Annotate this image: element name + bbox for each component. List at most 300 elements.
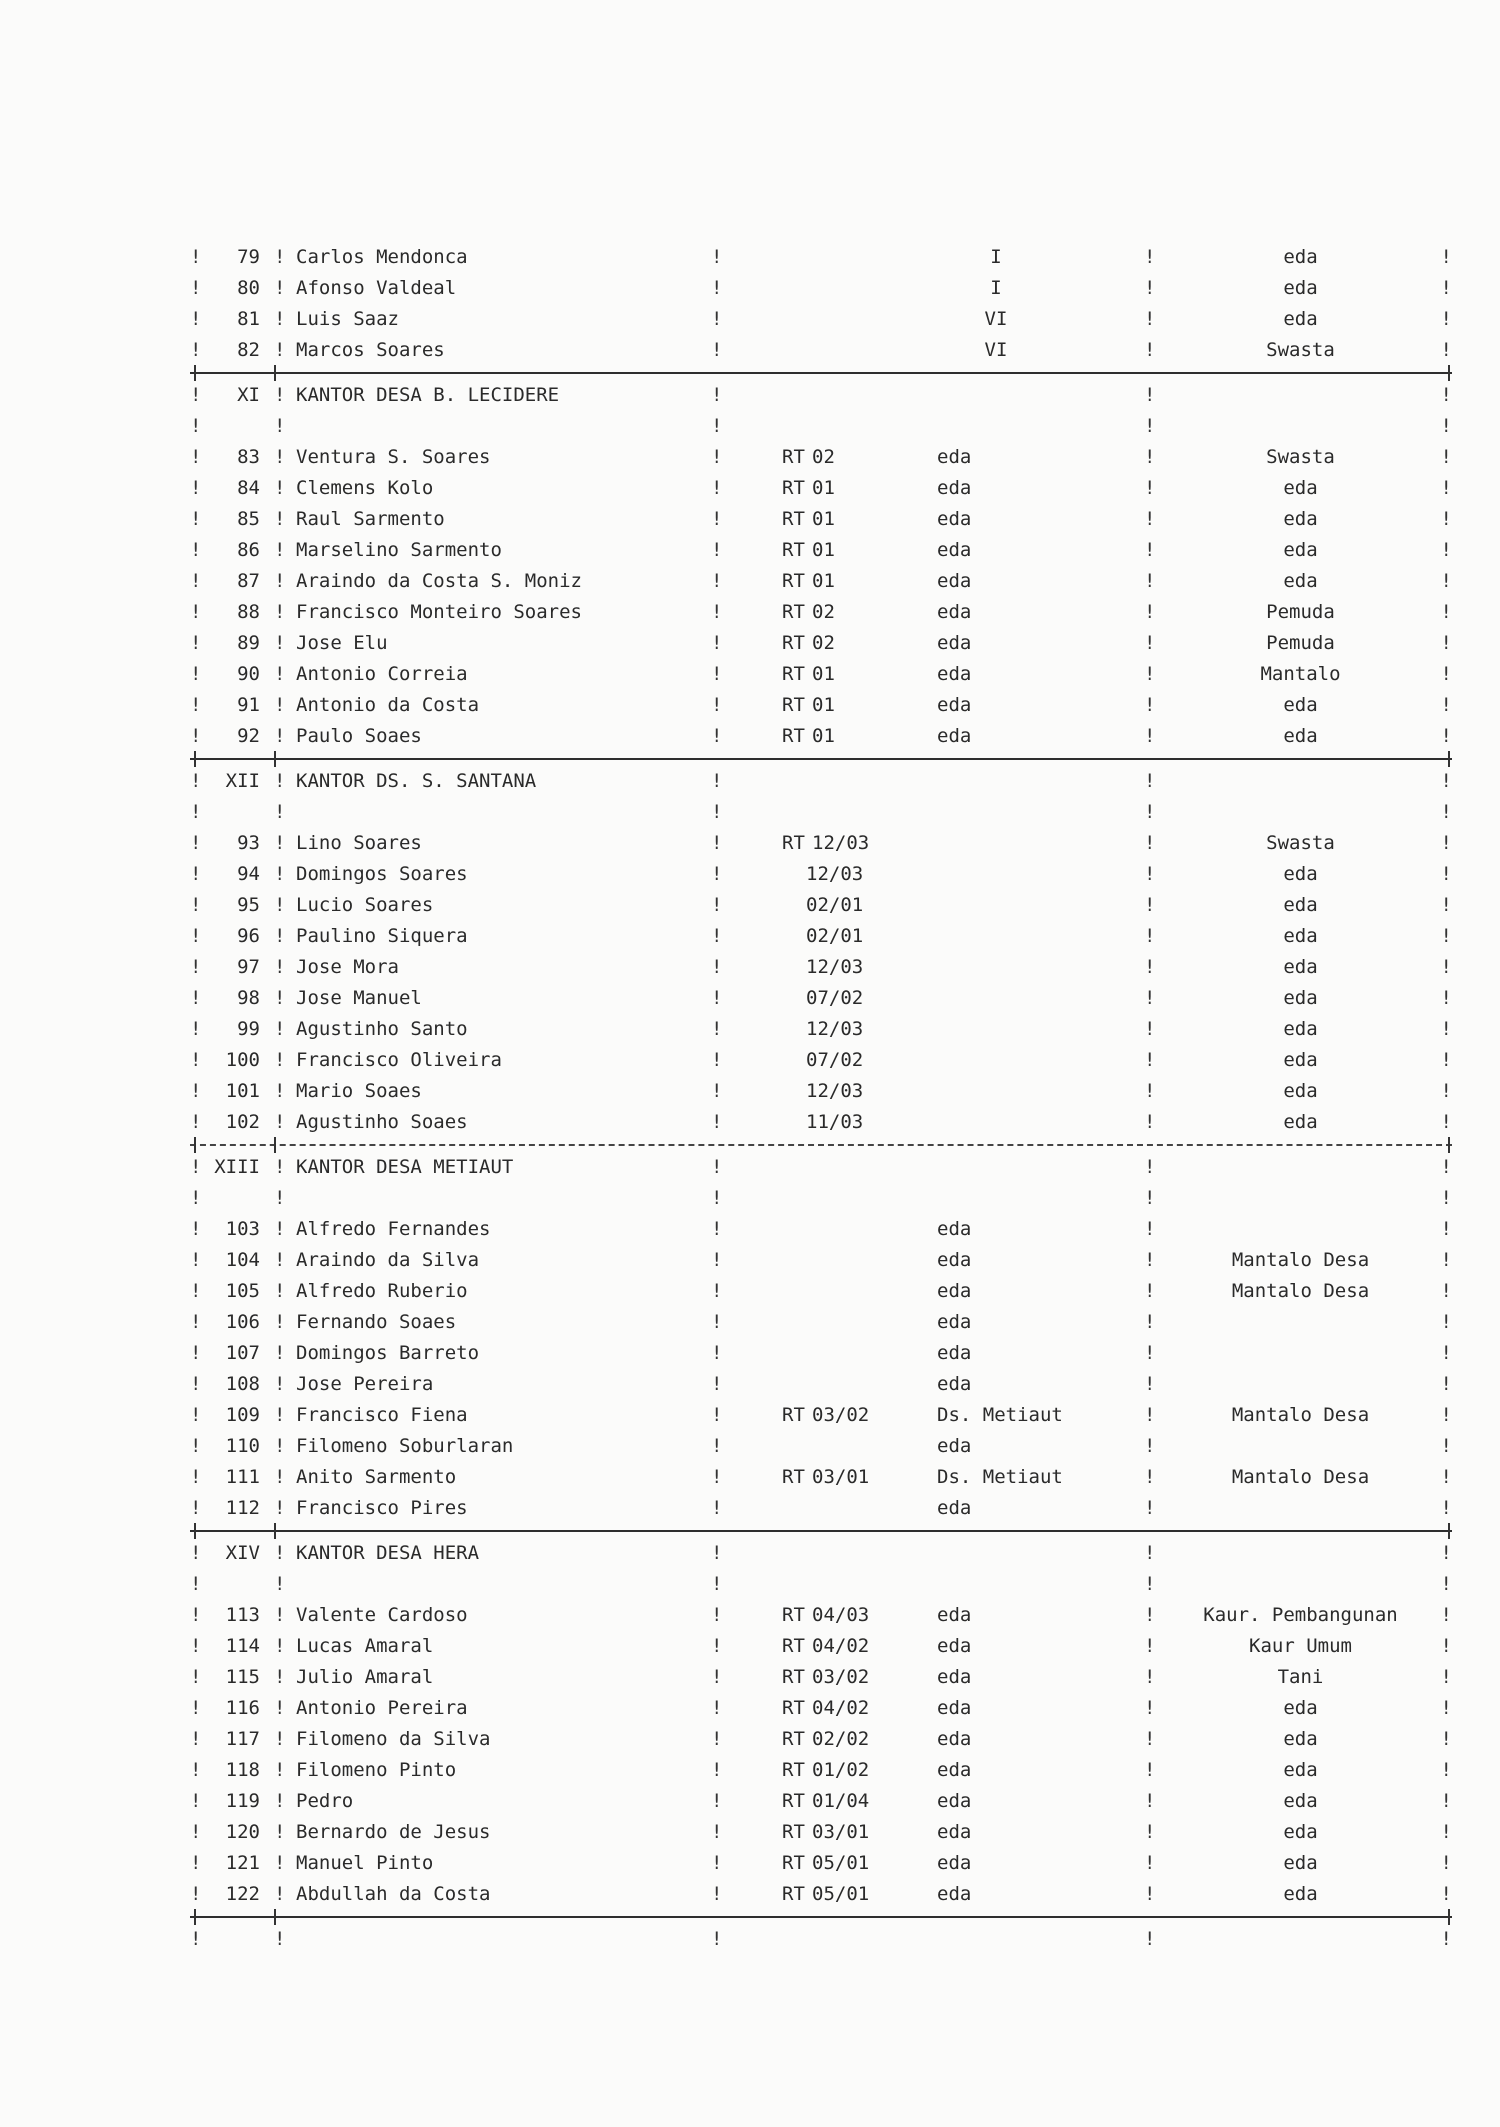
occupation: eda	[1283, 277, 1318, 299]
rt-number: 02	[812, 446, 835, 468]
column-separator: !	[274, 694, 286, 716]
section-title: KANTOR DS. S. SANTANA	[296, 770, 537, 792]
occupation: eda	[1283, 308, 1318, 330]
column-separator: !	[1440, 1604, 1452, 1626]
column-separator: !	[1440, 1249, 1452, 1271]
section-number: XIV	[225, 1542, 260, 1564]
member-name: Francisco Fiena	[296, 1404, 468, 1426]
column-separator: !	[1440, 863, 1452, 885]
column-separator: !	[1440, 1573, 1452, 1595]
member-name: Carlos Mendonca	[296, 246, 468, 268]
rt-number: 01	[812, 570, 835, 592]
rt-number: 03/01	[812, 1466, 870, 1488]
table-row	[190, 1724, 1452, 1755]
member-name: Antonio da Costa	[296, 694, 480, 716]
column-separator: !	[274, 925, 286, 947]
address-note: eda	[937, 1342, 972, 1364]
member-name: Raul Sarmento	[296, 508, 445, 530]
column-separator: !	[1144, 1852, 1156, 1874]
row-number: 105	[225, 1280, 260, 1302]
address-note: eda	[937, 508, 972, 530]
column-separator: !	[274, 1497, 286, 1519]
column-separator: !	[1440, 1156, 1452, 1178]
column-separator: !	[274, 894, 286, 916]
column-separator: !	[1440, 832, 1452, 854]
table-row	[190, 1693, 1452, 1724]
column-separator: !	[711, 570, 723, 592]
occupation: Tani	[1277, 1666, 1324, 1688]
divider-tick	[274, 365, 276, 381]
column-separator: !	[190, 384, 202, 406]
column-separator: !	[1144, 446, 1156, 468]
column-separator: !	[190, 477, 202, 499]
row-number: 122	[225, 1883, 260, 1905]
column-separator: !	[274, 863, 286, 885]
column-separator: !	[1440, 384, 1452, 406]
column-separator: !	[274, 1821, 286, 1843]
row-number: 104	[225, 1249, 260, 1271]
member-name: Jose Elu	[296, 632, 388, 654]
column-separator: !	[190, 1573, 202, 1595]
column-separator: !	[711, 1883, 723, 1905]
column-separator: !	[274, 1635, 286, 1657]
column-separator: !	[1440, 1404, 1452, 1426]
column-separator: !	[274, 1187, 286, 1209]
table-row	[190, 952, 1452, 983]
column-separator: !	[190, 1404, 202, 1426]
column-separator: !	[1144, 1342, 1156, 1364]
occupation: eda	[1283, 1049, 1318, 1071]
column-separator: !	[711, 477, 723, 499]
occupation: eda	[1283, 1852, 1318, 1874]
row-number: 89	[237, 632, 260, 654]
column-separator: !	[274, 1759, 286, 1781]
occupation: Swasta	[1266, 339, 1335, 361]
column-separator: !	[711, 277, 723, 299]
column-separator: !	[1440, 1728, 1452, 1750]
member-name: Mario Soaes	[296, 1080, 422, 1102]
member-name: Francisco Pires	[296, 1497, 468, 1519]
column-separator: !	[274, 725, 286, 747]
row-number: 95	[237, 894, 260, 916]
column-separator: !	[190, 1218, 202, 1240]
column-separator: !	[190, 894, 202, 916]
table-row	[190, 628, 1452, 659]
address-note: Ds. Metiaut	[937, 1466, 1063, 1488]
column-separator: !	[274, 1697, 286, 1719]
occupation: eda	[1283, 725, 1318, 747]
row-number: 102	[225, 1111, 260, 1133]
row-number: 121	[225, 1852, 260, 1874]
column-separator: !	[1440, 725, 1452, 747]
ledger-page	[190, 242, 1452, 1955]
column-separator: !	[190, 446, 202, 468]
column-separator: !	[190, 632, 202, 654]
member-name: Filomeno Pinto	[296, 1759, 457, 1781]
column-separator: !	[1144, 508, 1156, 530]
column-separator: !	[1440, 1466, 1452, 1488]
column-separator: !	[711, 1697, 723, 1719]
member-name: Alfredo Fernandes	[296, 1218, 491, 1240]
occupation: eda	[1283, 925, 1318, 947]
rt-label: RT	[782, 446, 805, 468]
column-separator: !	[1440, 1111, 1452, 1133]
address-note: eda	[937, 694, 972, 716]
column-separator: !	[1144, 1404, 1156, 1426]
column-separator: !	[1440, 1018, 1452, 1040]
rt-label: RT	[782, 694, 805, 716]
member-name: Ventura S. Soares	[296, 446, 491, 468]
address-note: eda	[937, 1666, 972, 1688]
table-row	[190, 859, 1452, 890]
divider-tick	[274, 1909, 276, 1925]
column-separator: !	[1440, 1542, 1452, 1564]
row-number: 115	[225, 1666, 260, 1688]
column-separator: !	[1144, 1466, 1156, 1488]
section-xiii	[190, 1152, 1452, 1524]
column-separator: !	[1144, 1435, 1156, 1457]
column-separator: !	[1144, 1111, 1156, 1133]
section-number: XI	[237, 384, 260, 406]
rt-number: 01/04	[812, 1790, 870, 1812]
rt-label: RT	[782, 832, 805, 854]
member-name: Antonio Correia	[296, 663, 468, 685]
address-note: eda	[937, 1218, 972, 1240]
row-number: 120	[225, 1821, 260, 1843]
row-number: 108	[225, 1373, 260, 1395]
column-separator: !	[190, 1883, 202, 1905]
column-separator: !	[274, 1404, 286, 1426]
row-number: 87	[237, 570, 260, 592]
table-row	[190, 273, 1452, 304]
column-separator: !	[1440, 1666, 1452, 1688]
table-row	[190, 1662, 1452, 1693]
column-separator: !	[1440, 801, 1452, 823]
column-separator: !	[1144, 570, 1156, 592]
row-number: 86	[237, 539, 260, 561]
blank-row	[190, 411, 1452, 442]
column-separator: !	[711, 384, 723, 406]
column-separator: !	[1440, 1187, 1452, 1209]
column-separator: !	[1440, 601, 1452, 623]
column-separator: !	[711, 539, 723, 561]
column-separator: !	[190, 1542, 202, 1564]
column-separator: !	[274, 1342, 286, 1364]
column-separator: !	[1144, 987, 1156, 1009]
column-separator: !	[190, 1728, 202, 1750]
column-separator: !	[190, 663, 202, 685]
column-separator: !	[190, 539, 202, 561]
member-name: Manuel Pinto	[296, 1852, 434, 1874]
column-separator: !	[274, 1573, 286, 1595]
column-separator: !	[1440, 1697, 1452, 1719]
column-separator: !	[711, 1080, 723, 1102]
column-separator: !	[711, 1311, 723, 1333]
column-separator: !	[711, 1342, 723, 1364]
column-separator: !	[1440, 632, 1452, 654]
section-divider	[190, 1144, 1452, 1146]
occupation: Kaur Umum	[1249, 1635, 1352, 1657]
column-separator: !	[274, 1111, 286, 1133]
column-separator: !	[711, 801, 723, 823]
occupation: Swasta	[1266, 446, 1335, 468]
column-separator: !	[1440, 1759, 1452, 1781]
column-separator: !	[711, 1466, 723, 1488]
column-separator: !	[711, 1435, 723, 1457]
row-number: 97	[237, 956, 260, 978]
row-number: 111	[225, 1466, 260, 1488]
column-separator: !	[1440, 925, 1452, 947]
divider-tick	[274, 1523, 276, 1539]
table-row	[190, 690, 1452, 721]
rt-number: 07/02	[806, 1049, 864, 1071]
column-separator: !	[190, 1156, 202, 1178]
address-note: eda	[937, 1852, 972, 1874]
rt-number: 12/03	[806, 1080, 864, 1102]
rt-number: 04/03	[812, 1604, 870, 1626]
column-separator: !	[1144, 725, 1156, 747]
column-separator: !	[190, 1111, 202, 1133]
column-separator: !	[190, 508, 202, 530]
column-separator: !	[274, 1156, 286, 1178]
column-separator: !	[1144, 1249, 1156, 1271]
table-row	[190, 828, 1452, 859]
row-number: 110	[225, 1435, 260, 1457]
address-note: eda	[937, 1497, 972, 1519]
column-separator: !	[1144, 1821, 1156, 1843]
column-separator: !	[274, 1249, 286, 1271]
column-separator: !	[1144, 1497, 1156, 1519]
column-separator: !	[274, 1311, 286, 1333]
column-separator: !	[274, 1218, 286, 1240]
member-name: Agustinho Santo	[296, 1018, 468, 1040]
column-separator: !	[1144, 1883, 1156, 1905]
occupation: eda	[1283, 539, 1318, 561]
table-row	[190, 1879, 1452, 1910]
column-separator: !	[190, 725, 202, 747]
row-number: 119	[225, 1790, 260, 1812]
table-row	[190, 1493, 1452, 1524]
rt-number: 07/02	[806, 987, 864, 1009]
roman-code: I	[990, 246, 1002, 268]
column-separator: !	[1440, 1635, 1452, 1657]
column-separator: !	[1440, 308, 1452, 330]
table-row	[190, 335, 1452, 366]
rt-number: 12/03	[806, 863, 864, 885]
member-name: Marselino Sarmento	[296, 539, 502, 561]
column-separator: !	[711, 863, 723, 885]
row-number: 100	[225, 1049, 260, 1071]
member-name: Jose Manuel	[296, 987, 422, 1009]
section-title: KANTOR DESA B. LECIDERE	[296, 384, 560, 406]
blank-row	[190, 1569, 1452, 1600]
blank-row	[190, 1183, 1452, 1214]
rt-label: RT	[782, 1728, 805, 1750]
column-separator: !	[1144, 1311, 1156, 1333]
rt-number: 05/01	[812, 1883, 870, 1905]
table-row	[190, 1400, 1452, 1431]
column-separator: !	[274, 1080, 286, 1102]
rt-label: RT	[782, 1821, 805, 1843]
rt-number: 02	[812, 601, 835, 623]
column-separator: !	[190, 1466, 202, 1488]
table-row	[190, 473, 1452, 504]
column-separator: !	[1144, 1049, 1156, 1071]
column-separator: !	[274, 770, 286, 792]
column-separator: !	[274, 1790, 286, 1812]
column-separator: !	[1440, 339, 1452, 361]
occupation: Swasta	[1266, 832, 1335, 854]
table-row	[190, 1307, 1452, 1338]
section-header	[190, 1152, 1452, 1183]
column-separator: !	[711, 894, 723, 916]
section-divider	[190, 1530, 1452, 1532]
blank-row	[190, 1924, 1452, 1955]
column-separator: !	[190, 1852, 202, 1874]
member-name: Francisco Monteiro Soares	[296, 601, 582, 623]
row-number: 90	[237, 663, 260, 685]
member-name: Francisco Oliveira	[296, 1049, 502, 1071]
occupation: eda	[1283, 1759, 1318, 1781]
row-number: 84	[237, 477, 260, 499]
address-note: eda	[937, 446, 972, 468]
column-separator: !	[1440, 1497, 1452, 1519]
address-note: eda	[937, 1821, 972, 1843]
column-separator: !	[711, 246, 723, 268]
column-separator: !	[711, 1928, 723, 1950]
row-number: 109	[225, 1404, 260, 1426]
member-name: Paulo Soaes	[296, 725, 422, 747]
column-separator: !	[1144, 694, 1156, 716]
occupation: eda	[1283, 1018, 1318, 1040]
column-separator: !	[1144, 601, 1156, 623]
column-separator: !	[1144, 1928, 1156, 1950]
column-separator: !	[190, 987, 202, 1009]
column-separator: !	[711, 508, 723, 530]
column-separator: !	[190, 1604, 202, 1626]
column-separator: !	[1440, 277, 1452, 299]
rt-number: 01	[812, 508, 835, 530]
rt-number: 04/02	[812, 1635, 870, 1657]
column-separator: !	[274, 1852, 286, 1874]
row-number: 91	[237, 694, 260, 716]
column-separator: !	[711, 694, 723, 716]
table-row	[190, 1369, 1452, 1400]
column-separator: !	[1144, 956, 1156, 978]
column-separator: !	[1144, 1280, 1156, 1302]
rt-number: 01/02	[812, 1759, 870, 1781]
column-separator: !	[190, 1790, 202, 1812]
column-separator: !	[711, 1249, 723, 1271]
rt-label: RT	[782, 725, 805, 747]
table-row	[190, 1338, 1452, 1369]
column-separator: !	[190, 863, 202, 885]
address-note: eda	[937, 601, 972, 623]
rt-number: 12/03	[812, 832, 870, 854]
column-separator: !	[711, 1542, 723, 1564]
row-number: 107	[225, 1342, 260, 1364]
column-separator: !	[274, 1542, 286, 1564]
column-separator: !	[1144, 801, 1156, 823]
occupation: Pemuda	[1266, 601, 1335, 623]
row-number: 80	[237, 277, 260, 299]
column-separator: !	[711, 1635, 723, 1657]
table-row	[190, 983, 1452, 1014]
row-number: 116	[225, 1697, 260, 1719]
member-name: Marcos Soares	[296, 339, 445, 361]
column-separator: !	[1440, 987, 1452, 1009]
column-separator: !	[1144, 863, 1156, 885]
table-row	[190, 1014, 1452, 1045]
column-separator: !	[1440, 508, 1452, 530]
column-separator: !	[1144, 1542, 1156, 1564]
column-separator: !	[190, 1928, 202, 1950]
column-separator: !	[274, 1883, 286, 1905]
rt-number: 02/02	[812, 1728, 870, 1750]
column-separator: !	[1144, 1373, 1156, 1395]
row-number: 82	[237, 339, 260, 361]
address-note: eda	[937, 632, 972, 654]
table-row	[190, 566, 1452, 597]
rt-number: 02/01	[806, 925, 864, 947]
column-separator: !	[190, 277, 202, 299]
rt-number: 01	[812, 539, 835, 561]
column-separator: !	[1144, 539, 1156, 561]
row-number: 81	[237, 308, 260, 330]
member-name: Filomeno Soburlaran	[296, 1435, 514, 1457]
section-xi	[190, 380, 1452, 752]
column-separator: !	[1440, 1928, 1452, 1950]
column-separator: !	[1440, 1852, 1452, 1874]
column-separator: !	[1440, 1883, 1452, 1905]
member-name: Fernando Soaes	[296, 1311, 457, 1333]
address-note: eda	[937, 570, 972, 592]
roman-code: VI	[984, 339, 1008, 361]
rt-label: RT	[782, 1759, 805, 1781]
column-separator: !	[190, 801, 202, 823]
rt-number: 01	[812, 725, 835, 747]
occupation: Mantalo	[1260, 663, 1341, 685]
column-separator: !	[190, 1342, 202, 1364]
column-separator: !	[1440, 570, 1452, 592]
member-name: Filomeno da Silva	[296, 1728, 491, 1750]
table-row	[190, 1045, 1452, 1076]
column-separator: !	[274, 1280, 286, 1302]
column-separator: !	[1440, 1218, 1452, 1240]
member-name: Alfredo Ruberio	[296, 1280, 468, 1302]
member-name: Pedro	[296, 1790, 354, 1812]
column-separator: !	[1144, 477, 1156, 499]
column-separator: !	[274, 384, 286, 406]
column-separator: !	[711, 1187, 723, 1209]
occupation: eda	[1283, 894, 1318, 916]
table-row	[190, 535, 1452, 566]
divider-tick	[274, 751, 276, 767]
column-separator: !	[1440, 894, 1452, 916]
member-name: Lucio Soares	[296, 894, 434, 916]
rt-number: 01	[812, 694, 835, 716]
column-separator: !	[190, 694, 202, 716]
column-separator: !	[190, 1821, 202, 1843]
column-separator: !	[274, 1466, 286, 1488]
column-separator: !	[1144, 1156, 1156, 1178]
column-separator: !	[1144, 832, 1156, 854]
column-separator: !	[274, 508, 286, 530]
member-name: Jose Mora	[296, 956, 399, 978]
column-separator: !	[711, 725, 723, 747]
column-separator: !	[711, 987, 723, 1009]
table-row	[190, 1848, 1452, 1879]
